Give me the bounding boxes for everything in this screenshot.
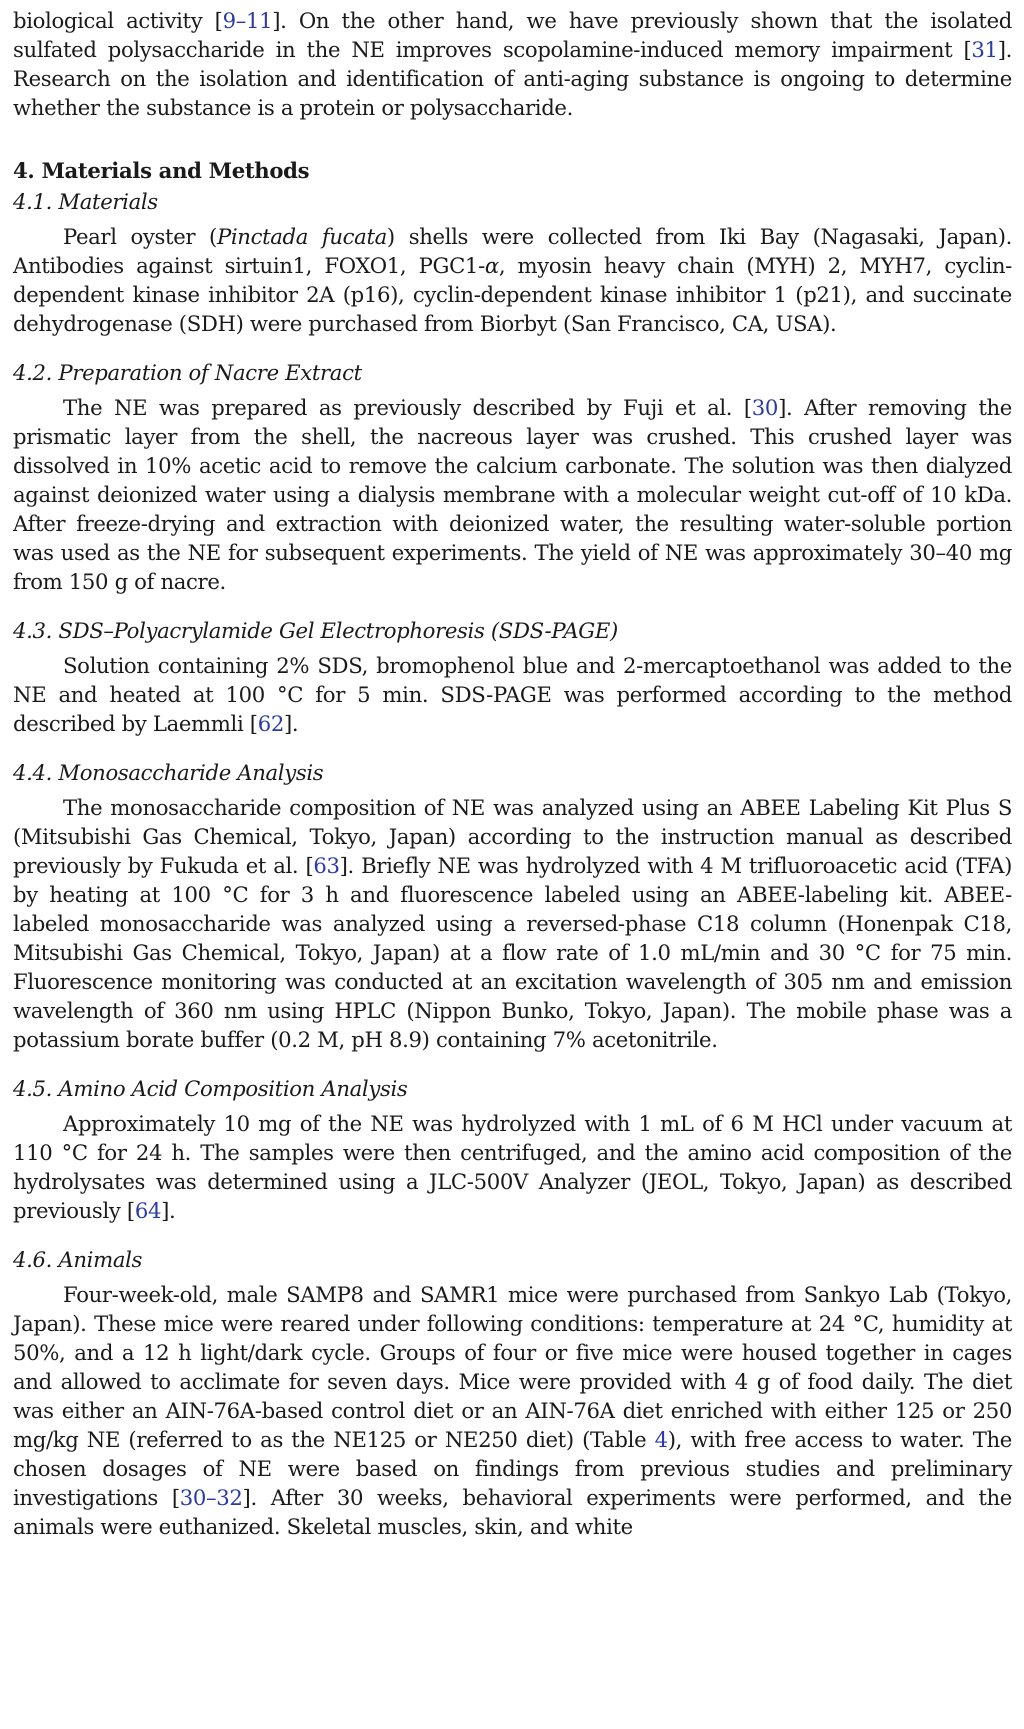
text-segment: Solution containing 2% SDS, bromophenol blue and 2-mercaptoethanol was added to the NE and heated at 100 °C for 5 min. SDS-PAGE was performed according to the method described by Laemmli [ xyxy=(13,653,1012,736)
intro-text: biological activity [9–11]. On the other hand, we have previously shown that the isolated sulfated polysaccharide in the NE improves scopolamine-induced memory impairment [31]. Research on the isolation and identification of anti-aging substance is ongoing to determine whether the substance is a protein or polysaccharide. xyxy=(13,8,1012,120)
subsection-heading-4-5: 4.5. Amino Acid Composition Analysis xyxy=(13,1076,408,1101)
text-segment: ]. Briefly NE was hydrolyzed with 4 M trifluoroacetic acid (TFA) by heating at 100 °C for 3 h and fluorescence labeled using an ABEE-labeling kit. ABEE-labeled monosaccharide was analyzed using a reversed-phase C18 column (Honenpak C18, Mitsubishi Gas Chemical, Tokyo, Japan) at a flow rate of 1.0 mL/min and 30 °C for 75 min. Fluorescence monitoring was conducted at an excitation wavelength of 305 nm and emission wavelength of 360 nm using HPLC (Nippon Bunko, Tokyo, Japan). The mobile phase was a potassium borate buffer (0.2 M, pH 8.9) containing 7% acetonitrile. xyxy=(13,853,1012,1052)
citation-link[interactable]: 9–11 xyxy=(222,8,273,33)
citation-link[interactable]: 30–32 xyxy=(179,1485,243,1510)
text-segment: ), with free access to water. The chosen dosages of NE were based on findings from previous studies and preliminary investigations [ xyxy=(13,1427,1012,1510)
subsection-heading-4-1: 4.1. Materials xyxy=(13,189,158,214)
text-segment: ]. After removing the prismatic layer from the shell, the nacreous layer was crushed. This crushed layer was dissolved in 10% acetic acid to remove the calcium carbonate. The solution was then dialyzed against deionized water using a dialysis membrane with a molecular weight cut-off of 10 kDa. After freeze-drying and extraction with deionized water, the resulting water-soluble portion was used as the NE for subsequent experiments. The yield of NE was approximately 30–40 mg from 150 g of nacre. xyxy=(13,395,1012,594)
citation-link[interactable]: 31 xyxy=(971,37,998,62)
text-segment: Approximately 10 mg of the NE was hydrolyzed with 1 mL of 6 M HCl under vacuum at 110 °C for 24 h. The samples were then centrifuged, and the amino acid composition of the hydrolysates was determined using a JLC-500V Analyzer (JEOL, Tokyo, Japan) as described previously [ xyxy=(13,1111,1012,1223)
text-segment: The NE was prepared as previously described by Fuji et al. [ xyxy=(63,395,752,420)
species-name: Pinctada fucata xyxy=(216,224,387,249)
text-segment: ]. xyxy=(161,1198,176,1223)
text-segment: ]. After 30 weeks, behavioral experiments were performed, and the animals were euthanized. Skeletal muscles, skin, and white xyxy=(13,1485,1012,1539)
citation-link[interactable]: 64 xyxy=(134,1198,162,1223)
paragraph-4-3 xyxy=(13,651,1012,738)
citation-link[interactable]: 30 xyxy=(751,395,779,420)
text-segment: ) shells were collected from Iki Bay (Nagasaki, Japan). Antibodies against sirtuin1, FOXO1, PGC1- xyxy=(13,224,1013,278)
text-segment: ]. xyxy=(283,711,299,736)
subsection-heading-4-2: 4.2. Preparation of Nacre Extract xyxy=(13,360,362,385)
citation-link[interactable]: 62 xyxy=(257,711,284,736)
subsection-heading-4-4: 4.4. Monosaccharide Analysis xyxy=(13,760,324,785)
subsection-heading-4-3: 4.3. SDS–Polyacrylamide Gel Electrophoresis (SDS-PAGE) xyxy=(13,618,618,643)
alpha-symbol: α xyxy=(484,253,499,278)
section-heading-materials-methods: 4. Materials and Methods xyxy=(13,158,310,183)
text-segment: Four-week-old, male SAMP8 and SAMR1 mice were purchased from Sankyo Lab (Tokyo, Japan). These mice were reared under following conditions: temperature at 24 °C, humidity at 50%, and a 12 h light/dark cycle. Groups of four or five mice were housed together in cages and allowed to acclimate for seven days. Mice were provided with 4 g of food daily. The diet was either an AIN-76A-based control diet or an AIN-76A diet enriched with either 125 or 250 mg/kg NE (referred to as the NE125 or NE250 diet) (Table xyxy=(13,1282,1012,1452)
text-segment: Pearl oyster ( xyxy=(63,224,217,249)
text-segment: The monosaccharide composition of NE was analyzed using an ABEE Labeling Kit Plus S (Mitsubishi Gas Chemical, Tokyo, Japan) according to the instruction manual as described previously by Fukuda et al. [ xyxy=(13,795,1012,878)
citation-link[interactable]: 63 xyxy=(313,853,340,878)
table-reference-link[interactable]: 4 xyxy=(654,1427,668,1452)
paragraph-4-4 xyxy=(13,793,1012,1054)
paragraph-4-2 xyxy=(13,393,1012,596)
subsection-heading-4-6: 4.6. Animals xyxy=(13,1247,143,1272)
paragraph-4-6 xyxy=(13,1280,1012,1541)
paragraph-4-5 xyxy=(13,1109,1012,1225)
text-segment: , myosin heavy chain (MYH) 2, MYH7, cyclin-dependent kinase inhibitor 2A (p16), cyclin-dependent kinase inhibitor 1 (p21), and succinate dehydrogenase (SDH) were purchased from Biorbyt (San Francisco, CA, USA). xyxy=(13,253,1012,336)
intro-paragraph xyxy=(13,6,1012,122)
paragraph-4-1 xyxy=(13,222,1012,338)
